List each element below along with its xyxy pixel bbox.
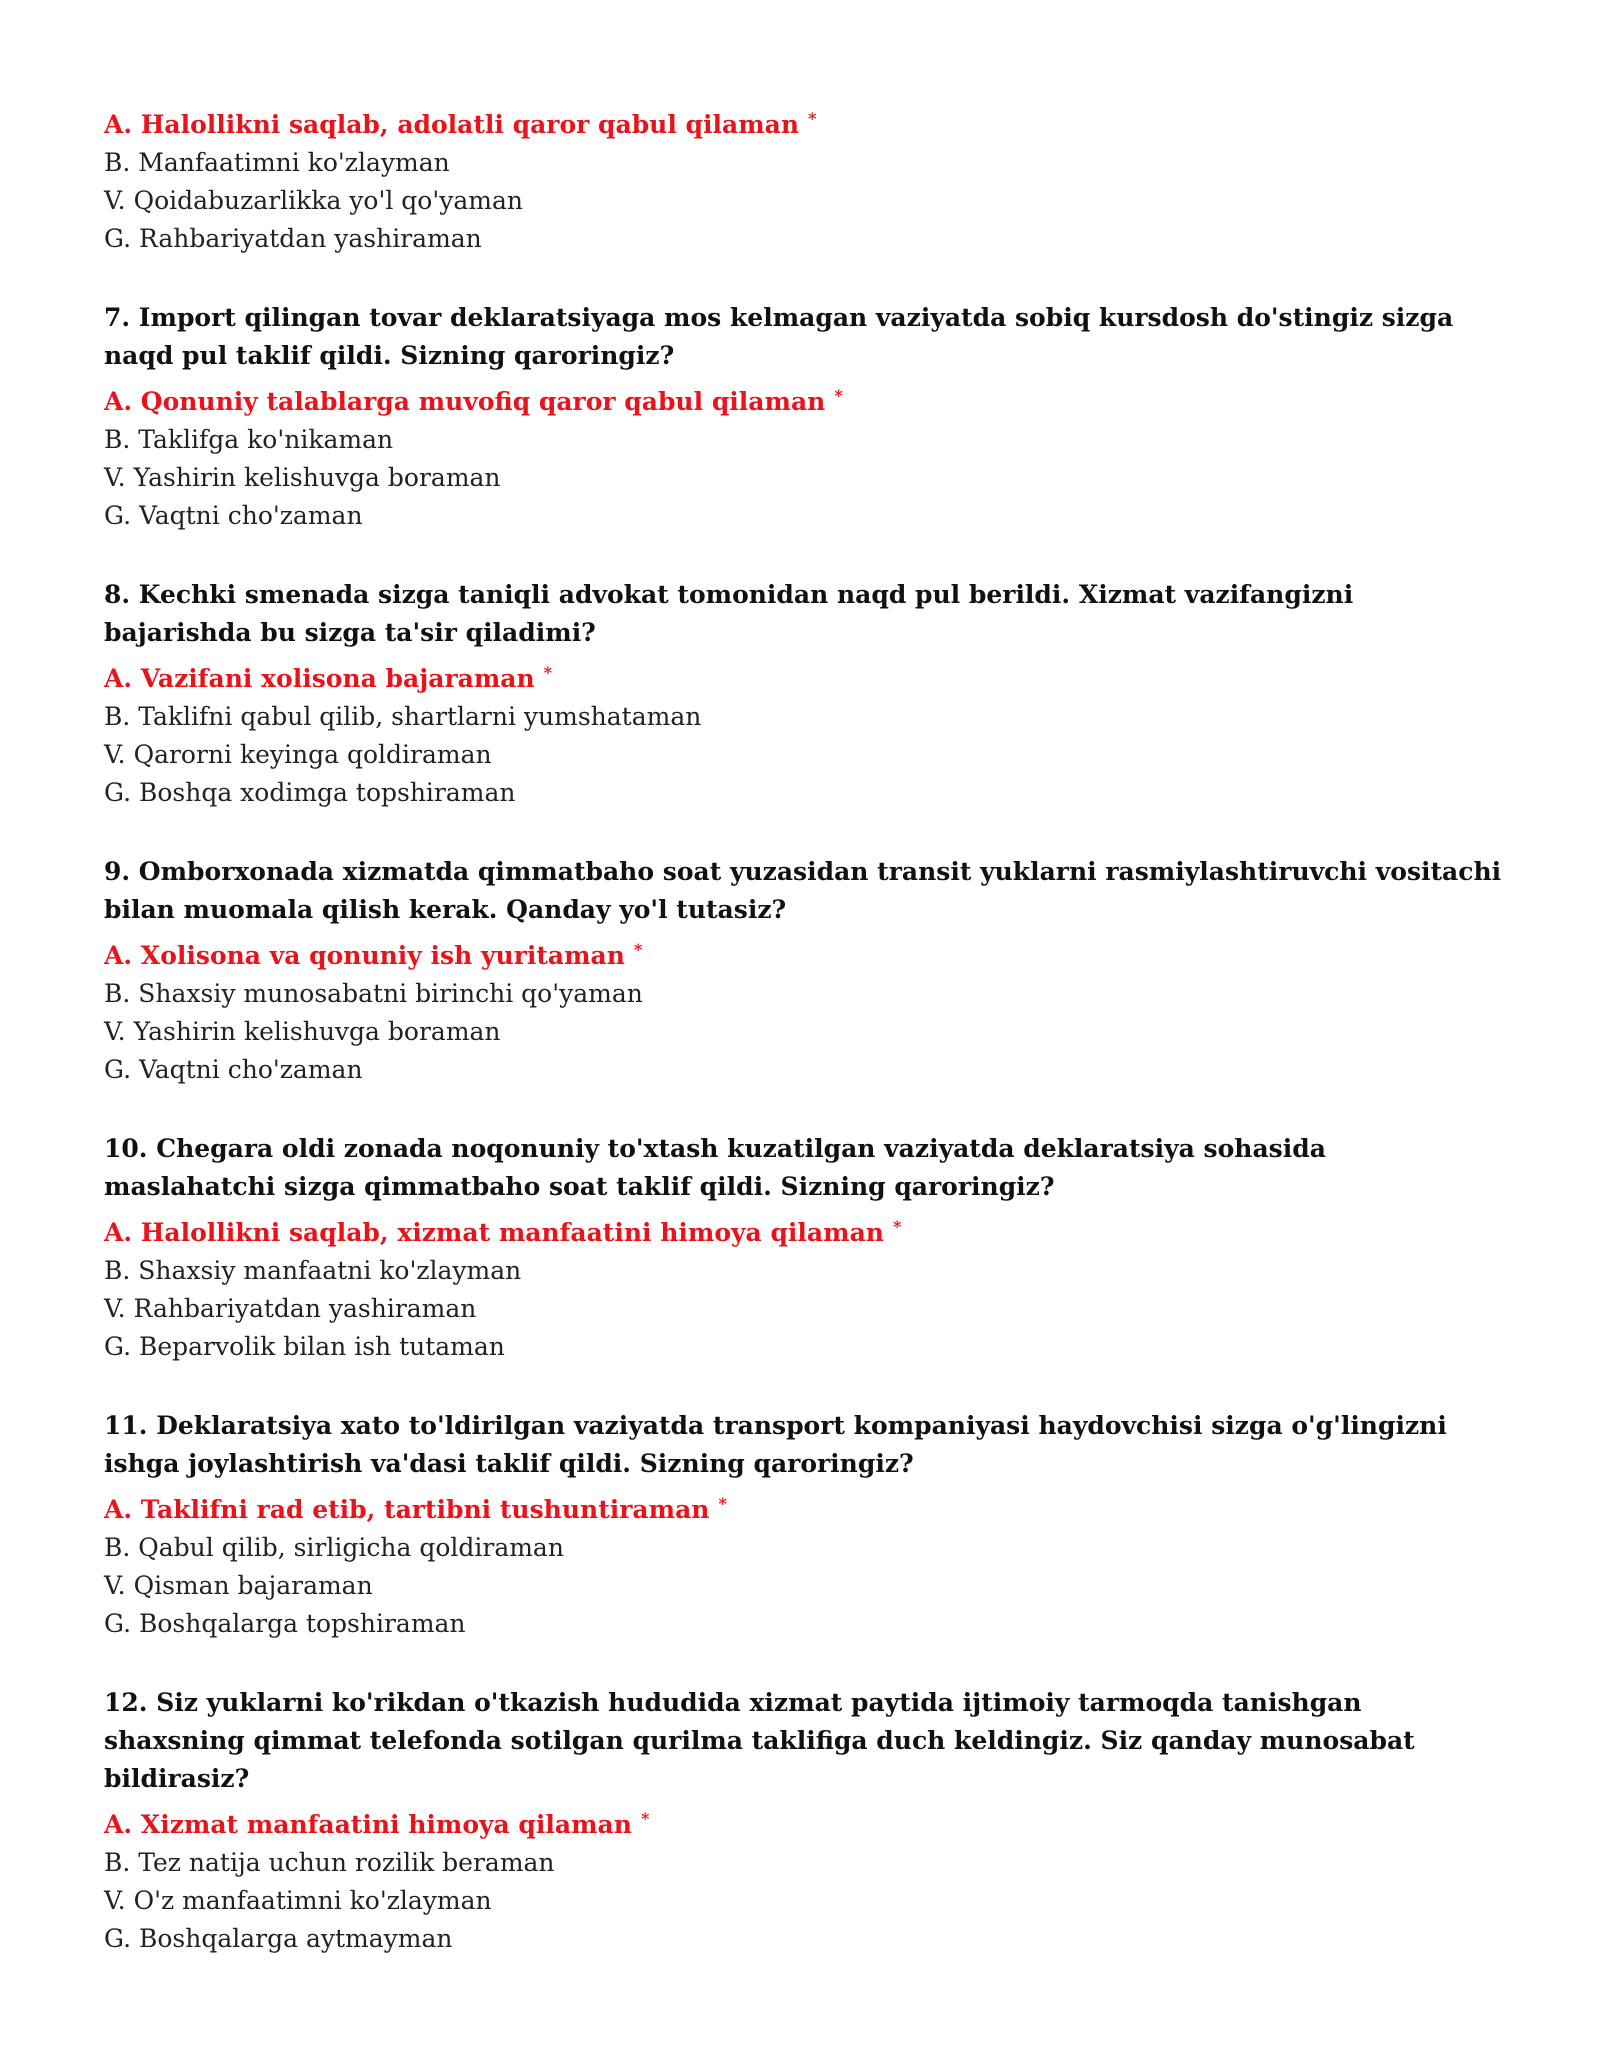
- option-label: A. Qonuniy talablarga muvofiq qaror qabul qilaman: [104, 387, 826, 416]
- answer-option: [104, 459, 1504, 497]
- option-label: G. Vaqtni cho'zaman: [104, 1055, 363, 1084]
- question-text: 12. Siz yuklarni ko'rikdan o'tkazish hududida xizmat paytida ijtimoiy tarmoqda tanishgan shaxsning qimmat telefonda sotilgan qurilma taklifiga duch keldingiz. Siz qanday munosabat bildirasiz?: [104, 1688, 1415, 1793]
- option-label: B. Taklifni qabul qilib, shartlarni yumshataman: [104, 702, 702, 731]
- correct-answer-option: [104, 100, 1504, 144]
- option-label: A. Halollikni saqlab, adolatli qaror qabul qilaman: [104, 110, 800, 139]
- option-label: B. Shaxsiy manfaatni ko'zlayman: [104, 1256, 522, 1285]
- option-label: G. Boshqa xodimga topshiraman: [104, 778, 516, 807]
- answer-option: [104, 1051, 1504, 1089]
- correct-marker-asterisk: *: [633, 940, 643, 959]
- question-text: 11. Deklaratsiya xato to'ldirilgan vaziyatda transport kompaniyasi haydovchisi sizga o'g'lingizni ishga joylashtirish va'dasi taklif qildi. Sizning qaroringiz?: [104, 1411, 1447, 1478]
- answer-option: [104, 1252, 1504, 1290]
- answer-option: [104, 1605, 1504, 1643]
- answer-option: [104, 220, 1504, 258]
- option-label: A. Halollikni saqlab, xizmat manfaatini himoya qilaman: [104, 1218, 884, 1247]
- option-label: B. Manfaatimni ko'zlayman: [104, 148, 450, 177]
- question-block: [104, 100, 1504, 258]
- option-label: V. Rahbariyatdan yashiraman: [104, 1294, 477, 1323]
- answer-option: [104, 421, 1504, 459]
- correct-answer-option: [104, 1800, 1504, 1844]
- option-label: V. Qarorni keyinga qoldiraman: [104, 740, 492, 769]
- option-label: G. Rahbariyatdan yashiraman: [104, 224, 482, 253]
- correct-marker-asterisk: *: [808, 109, 817, 128]
- option-label: B. Tez natija uchun rozilik beraman: [104, 1848, 555, 1877]
- option-label: A. Xizmat manfaatini himoya qilaman: [104, 1810, 632, 1839]
- answer-option: [104, 144, 1504, 182]
- correct-marker-asterisk: *: [718, 1494, 727, 1513]
- question-block: [104, 1684, 1504, 1958]
- option-label: A. Vazifani xolisona bajaraman: [104, 664, 535, 693]
- correct-marker-asterisk: *: [640, 1809, 650, 1828]
- answer-option: [104, 1013, 1504, 1051]
- option-label: V. Yashirin kelishuvga boraman: [104, 463, 501, 492]
- correct-answer-option: [104, 1208, 1504, 1252]
- correct-answer-option: [104, 654, 1504, 698]
- question-block: [104, 299, 1504, 535]
- option-label: G. Vaqtni cho'zaman: [104, 501, 363, 530]
- answer-option: [104, 774, 1504, 812]
- question-text: 9. Omborxonada xizmatda qimmatbaho soat yuzasidan transit yuklarni rasmiylashtiruvchi vositachi bilan muomala qilish kerak. Qanday yo'l tutasiz?: [104, 857, 1502, 924]
- answer-option: [104, 736, 1504, 774]
- answer-option: [104, 1328, 1504, 1366]
- answer-option: [104, 975, 1504, 1013]
- answer-option: [104, 497, 1504, 535]
- answer-option: [104, 1529, 1504, 1567]
- question-text: 10. Chegara oldi zonada noqonuniy to'xtash kuzatilgan vaziyatda deklaratsiya sohasida maslahatchi sizga qimmatbaho soat taklif qildi. Sizning qaroringiz?: [104, 1134, 1326, 1201]
- question-text: 8. Kechki smenada sizga taniqli advokat tomonidan naqd pul berildi. Xizmat vazifangizni bajarishda bu sizga ta'sir qiladimi?: [104, 580, 1354, 647]
- correct-answer-option: [104, 1485, 1504, 1529]
- option-label: V. Qisman bajaraman: [104, 1571, 373, 1600]
- correct-marker-asterisk: *: [892, 1217, 902, 1236]
- answer-option: [104, 1844, 1504, 1882]
- option-label: V. O'z manfaatimni ko'zlayman: [104, 1886, 492, 1915]
- correct-marker-asterisk: *: [543, 663, 553, 682]
- option-label: G. Beparvolik bilan ish tutaman: [104, 1332, 505, 1361]
- option-label: G. Boshqalarga topshiraman: [104, 1609, 466, 1638]
- question-block: [104, 1130, 1504, 1366]
- question-text: 7. Import qilingan tovar deklaratsiyaga mos kelmagan vaziyatda sobiq kursdosh do'stingiz sizga naqd pul taklif qildi. Sizning qaroringiz?: [104, 303, 1454, 370]
- option-label: A. Xolisona va qonuniy ish yuritaman: [104, 941, 625, 970]
- option-label: V. Yashirin kelishuvga boraman: [104, 1017, 501, 1046]
- option-label: B. Taklifga ko'nikaman: [104, 425, 394, 454]
- correct-answer-option: [104, 931, 1504, 975]
- answer-option: [104, 1290, 1504, 1328]
- option-label: B. Shaxsiy munosabatni birinchi qo'yaman: [104, 979, 643, 1008]
- option-label: B. Qabul qilib, sirligicha qoldiraman: [104, 1533, 564, 1562]
- quiz-content: [104, 100, 1504, 1999]
- question-block: [104, 576, 1504, 812]
- option-label: G. Boshqalarga aytmayman: [104, 1924, 453, 1953]
- option-label: A. Taklifni rad etib, tartibni tushuntiraman: [104, 1495, 710, 1524]
- answer-option: [104, 1567, 1504, 1605]
- question-block: [104, 853, 1504, 1089]
- correct-answer-option: [104, 377, 1504, 421]
- question-block: [104, 1407, 1504, 1643]
- option-label: V. Qoidabuzarlikka yo'l qo'yaman: [104, 186, 523, 215]
- answer-option: [104, 698, 1504, 736]
- correct-marker-asterisk: *: [834, 386, 843, 405]
- answer-option: [104, 1882, 1504, 1920]
- answer-option: [104, 182, 1504, 220]
- answer-option: [104, 1920, 1504, 1958]
